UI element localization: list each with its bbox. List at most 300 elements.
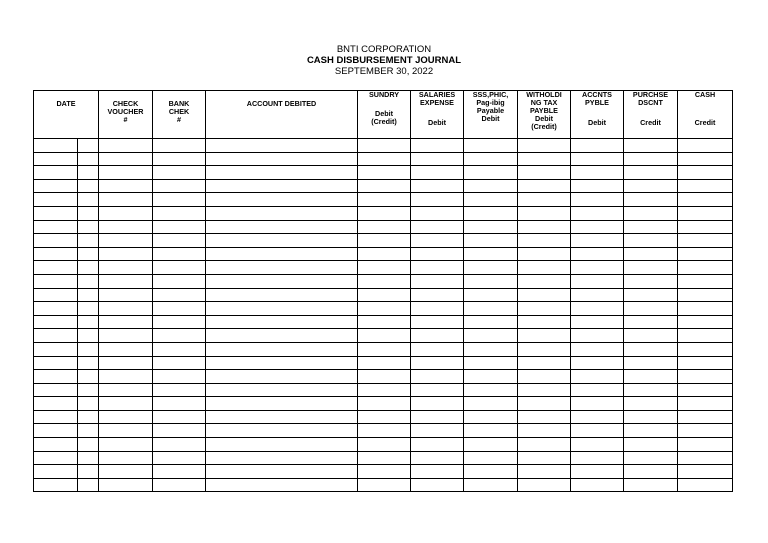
journal-cell[interactable]: [206, 465, 358, 479]
journal-cell[interactable]: [99, 478, 153, 492]
journal-cell[interactable]: [411, 206, 464, 220]
journal-cell[interactable]: [624, 315, 678, 329]
journal-cell[interactable]: [358, 329, 411, 343]
journal-cell[interactable]: [206, 329, 358, 343]
journal-cell[interactable]: [206, 179, 358, 193]
journal-cell[interactable]: [78, 139, 99, 153]
journal-cell[interactable]: [206, 342, 358, 356]
journal-cell[interactable]: [206, 383, 358, 397]
journal-cell[interactable]: [464, 288, 518, 302]
journal-cell[interactable]: [153, 220, 206, 234]
journal-cell[interactable]: [464, 356, 518, 370]
journal-cell[interactable]: [153, 370, 206, 384]
journal-cell[interactable]: [358, 234, 411, 248]
journal-cell[interactable]: [99, 179, 153, 193]
journal-cell[interactable]: [34, 247, 78, 261]
journal-cell[interactable]: [464, 478, 518, 492]
journal-cell[interactable]: [678, 397, 733, 411]
journal-cell[interactable]: [358, 315, 411, 329]
journal-cell[interactable]: [34, 179, 78, 193]
journal-cell[interactable]: [99, 274, 153, 288]
journal-cell[interactable]: [358, 274, 411, 288]
journal-cell[interactable]: [153, 342, 206, 356]
journal-cell[interactable]: [518, 274, 571, 288]
journal-cell[interactable]: [678, 152, 733, 166]
journal-cell[interactable]: [571, 166, 624, 180]
journal-cell[interactable]: [99, 383, 153, 397]
journal-cell[interactable]: [624, 247, 678, 261]
journal-cell[interactable]: [464, 139, 518, 153]
journal-cell[interactable]: [206, 288, 358, 302]
journal-cell[interactable]: [411, 370, 464, 384]
journal-cell[interactable]: [99, 234, 153, 248]
journal-cell[interactable]: [678, 370, 733, 384]
journal-cell[interactable]: [358, 370, 411, 384]
journal-cell[interactable]: [571, 193, 624, 207]
journal-cell[interactable]: [518, 370, 571, 384]
journal-cell[interactable]: [678, 342, 733, 356]
journal-cell[interactable]: [624, 193, 678, 207]
journal-cell[interactable]: [78, 438, 99, 452]
journal-cell[interactable]: [34, 206, 78, 220]
journal-cell[interactable]: [206, 370, 358, 384]
journal-cell[interactable]: [464, 329, 518, 343]
journal-cell[interactable]: [34, 274, 78, 288]
journal-cell[interactable]: [99, 193, 153, 207]
journal-cell[interactable]: [99, 247, 153, 261]
journal-cell[interactable]: [411, 342, 464, 356]
journal-cell[interactable]: [34, 234, 78, 248]
journal-cell[interactable]: [518, 478, 571, 492]
journal-cell[interactable]: [78, 206, 99, 220]
journal-cell[interactable]: [358, 465, 411, 479]
journal-cell[interactable]: [518, 220, 571, 234]
journal-cell[interactable]: [624, 166, 678, 180]
journal-cell[interactable]: [78, 302, 99, 316]
journal-cell[interactable]: [153, 247, 206, 261]
journal-cell[interactable]: [624, 410, 678, 424]
journal-cell[interactable]: [411, 139, 464, 153]
journal-cell[interactable]: [153, 274, 206, 288]
journal-cell[interactable]: [678, 193, 733, 207]
journal-cell[interactable]: [34, 288, 78, 302]
journal-cell[interactable]: [678, 274, 733, 288]
journal-cell[interactable]: [358, 247, 411, 261]
journal-cell[interactable]: [464, 302, 518, 316]
journal-cell[interactable]: [464, 315, 518, 329]
journal-cell[interactable]: [624, 179, 678, 193]
journal-cell[interactable]: [99, 424, 153, 438]
journal-cell[interactable]: [34, 261, 78, 275]
journal-cell[interactable]: [411, 220, 464, 234]
journal-cell[interactable]: [464, 247, 518, 261]
journal-cell[interactable]: [411, 193, 464, 207]
journal-cell[interactable]: [78, 166, 99, 180]
journal-cell[interactable]: [571, 302, 624, 316]
journal-cell[interactable]: [464, 451, 518, 465]
journal-cell[interactable]: [411, 274, 464, 288]
journal-cell[interactable]: [411, 288, 464, 302]
journal-cell[interactable]: [34, 397, 78, 411]
journal-cell[interactable]: [34, 220, 78, 234]
journal-cell[interactable]: [464, 220, 518, 234]
journal-cell[interactable]: [571, 234, 624, 248]
journal-cell[interactable]: [34, 342, 78, 356]
journal-cell[interactable]: [206, 261, 358, 275]
journal-cell[interactable]: [518, 465, 571, 479]
journal-cell[interactable]: [624, 288, 678, 302]
journal-cell[interactable]: [411, 383, 464, 397]
journal-cell[interactable]: [153, 465, 206, 479]
journal-cell[interactable]: [678, 424, 733, 438]
journal-cell[interactable]: [153, 261, 206, 275]
journal-cell[interactable]: [571, 438, 624, 452]
journal-cell[interactable]: [153, 451, 206, 465]
journal-cell[interactable]: [411, 179, 464, 193]
journal-cell[interactable]: [571, 315, 624, 329]
journal-cell[interactable]: [78, 193, 99, 207]
journal-cell[interactable]: [78, 152, 99, 166]
journal-cell[interactable]: [464, 410, 518, 424]
journal-cell[interactable]: [78, 356, 99, 370]
journal-cell[interactable]: [411, 234, 464, 248]
journal-cell[interactable]: [153, 288, 206, 302]
journal-cell[interactable]: [411, 438, 464, 452]
journal-cell[interactable]: [464, 424, 518, 438]
journal-cell[interactable]: [624, 234, 678, 248]
journal-cell[interactable]: [464, 274, 518, 288]
journal-cell[interactable]: [518, 342, 571, 356]
journal-cell[interactable]: [99, 370, 153, 384]
journal-cell[interactable]: [624, 397, 678, 411]
journal-cell[interactable]: [358, 302, 411, 316]
journal-cell[interactable]: [34, 166, 78, 180]
journal-cell[interactable]: [464, 383, 518, 397]
journal-cell[interactable]: [78, 234, 99, 248]
journal-cell[interactable]: [678, 179, 733, 193]
journal-cell[interactable]: [624, 438, 678, 452]
journal-cell[interactable]: [206, 206, 358, 220]
journal-cell[interactable]: [571, 465, 624, 479]
journal-cell[interactable]: [153, 234, 206, 248]
journal-cell[interactable]: [518, 179, 571, 193]
journal-cell[interactable]: [518, 247, 571, 261]
journal-cell[interactable]: [358, 356, 411, 370]
journal-cell[interactable]: [34, 302, 78, 316]
journal-cell[interactable]: [518, 397, 571, 411]
journal-cell[interactable]: [624, 342, 678, 356]
journal-cell[interactable]: [518, 424, 571, 438]
journal-cell[interactable]: [99, 220, 153, 234]
journal-cell[interactable]: [78, 370, 99, 384]
journal-cell[interactable]: [678, 329, 733, 343]
journal-cell[interactable]: [464, 179, 518, 193]
journal-cell[interactable]: [358, 424, 411, 438]
journal-cell[interactable]: [464, 193, 518, 207]
journal-cell[interactable]: [78, 288, 99, 302]
journal-cell[interactable]: [153, 152, 206, 166]
journal-cell[interactable]: [678, 234, 733, 248]
journal-cell[interactable]: [206, 438, 358, 452]
journal-cell[interactable]: [518, 234, 571, 248]
journal-cell[interactable]: [411, 410, 464, 424]
journal-cell[interactable]: [518, 288, 571, 302]
journal-cell[interactable]: [153, 329, 206, 343]
journal-cell[interactable]: [358, 179, 411, 193]
journal-cell[interactable]: [358, 397, 411, 411]
journal-cell[interactable]: [153, 438, 206, 452]
journal-cell[interactable]: [518, 139, 571, 153]
journal-cell[interactable]: [99, 451, 153, 465]
journal-cell[interactable]: [34, 370, 78, 384]
journal-cell[interactable]: [78, 315, 99, 329]
journal-cell[interactable]: [78, 179, 99, 193]
journal-cell[interactable]: [358, 261, 411, 275]
journal-cell[interactable]: [571, 410, 624, 424]
journal-cell[interactable]: [624, 370, 678, 384]
journal-cell[interactable]: [358, 288, 411, 302]
journal-cell[interactable]: [678, 261, 733, 275]
journal-cell[interactable]: [78, 220, 99, 234]
journal-cell[interactable]: [411, 247, 464, 261]
journal-cell[interactable]: [678, 139, 733, 153]
journal-cell[interactable]: [678, 383, 733, 397]
journal-cell[interactable]: [206, 274, 358, 288]
journal-cell[interactable]: [99, 397, 153, 411]
journal-cell[interactable]: [411, 451, 464, 465]
journal-cell[interactable]: [34, 193, 78, 207]
journal-cell[interactable]: [153, 424, 206, 438]
journal-cell[interactable]: [518, 261, 571, 275]
journal-cell[interactable]: [153, 206, 206, 220]
journal-cell[interactable]: [411, 261, 464, 275]
journal-cell[interactable]: [571, 179, 624, 193]
journal-cell[interactable]: [571, 397, 624, 411]
journal-cell[interactable]: [518, 451, 571, 465]
journal-cell[interactable]: [99, 288, 153, 302]
journal-cell[interactable]: [411, 166, 464, 180]
journal-cell[interactable]: [518, 410, 571, 424]
journal-cell[interactable]: [571, 261, 624, 275]
journal-cell[interactable]: [358, 206, 411, 220]
journal-cell[interactable]: [78, 274, 99, 288]
journal-cell[interactable]: [624, 465, 678, 479]
journal-cell[interactable]: [518, 329, 571, 343]
journal-cell[interactable]: [624, 383, 678, 397]
journal-cell[interactable]: [358, 410, 411, 424]
journal-cell[interactable]: [624, 451, 678, 465]
journal-cell[interactable]: [206, 302, 358, 316]
journal-cell[interactable]: [624, 302, 678, 316]
journal-cell[interactable]: [153, 315, 206, 329]
journal-cell[interactable]: [153, 193, 206, 207]
journal-cell[interactable]: [624, 329, 678, 343]
journal-cell[interactable]: [518, 166, 571, 180]
journal-cell[interactable]: [206, 166, 358, 180]
journal-cell[interactable]: [358, 451, 411, 465]
journal-cell[interactable]: [78, 451, 99, 465]
journal-cell[interactable]: [358, 478, 411, 492]
journal-cell[interactable]: [518, 302, 571, 316]
journal-cell[interactable]: [206, 478, 358, 492]
journal-cell[interactable]: [518, 152, 571, 166]
journal-cell[interactable]: [34, 356, 78, 370]
journal-cell[interactable]: [571, 356, 624, 370]
journal-cell[interactable]: [34, 139, 78, 153]
journal-cell[interactable]: [206, 139, 358, 153]
journal-cell[interactable]: [153, 383, 206, 397]
journal-cell[interactable]: [34, 478, 78, 492]
journal-cell[interactable]: [411, 315, 464, 329]
journal-cell[interactable]: [571, 383, 624, 397]
journal-cell[interactable]: [153, 302, 206, 316]
journal-cell[interactable]: [678, 247, 733, 261]
journal-cell[interactable]: [411, 152, 464, 166]
journal-cell[interactable]: [411, 329, 464, 343]
journal-cell[interactable]: [624, 220, 678, 234]
journal-cell[interactable]: [99, 139, 153, 153]
journal-cell[interactable]: [206, 424, 358, 438]
journal-cell[interactable]: [358, 166, 411, 180]
journal-cell[interactable]: [464, 465, 518, 479]
journal-cell[interactable]: [678, 478, 733, 492]
journal-cell[interactable]: [571, 478, 624, 492]
journal-cell[interactable]: [153, 410, 206, 424]
journal-cell[interactable]: [34, 315, 78, 329]
journal-cell[interactable]: [518, 383, 571, 397]
journal-cell[interactable]: [99, 438, 153, 452]
journal-cell[interactable]: [464, 397, 518, 411]
journal-cell[interactable]: [34, 383, 78, 397]
journal-cell[interactable]: [99, 465, 153, 479]
journal-cell[interactable]: [78, 383, 99, 397]
journal-cell[interactable]: [571, 206, 624, 220]
journal-cell[interactable]: [34, 152, 78, 166]
journal-cell[interactable]: [78, 397, 99, 411]
journal-cell[interactable]: [78, 410, 99, 424]
journal-cell[interactable]: [571, 274, 624, 288]
journal-cell[interactable]: [99, 342, 153, 356]
journal-cell[interactable]: [464, 166, 518, 180]
journal-cell[interactable]: [78, 261, 99, 275]
journal-cell[interactable]: [571, 152, 624, 166]
journal-cell[interactable]: [206, 315, 358, 329]
journal-cell[interactable]: [571, 220, 624, 234]
journal-cell[interactable]: [78, 424, 99, 438]
journal-cell[interactable]: [358, 193, 411, 207]
journal-cell[interactable]: [206, 397, 358, 411]
journal-cell[interactable]: [78, 247, 99, 261]
journal-cell[interactable]: [464, 438, 518, 452]
journal-cell[interactable]: [411, 424, 464, 438]
journal-cell[interactable]: [358, 220, 411, 234]
journal-cell[interactable]: [678, 438, 733, 452]
journal-cell[interactable]: [624, 206, 678, 220]
journal-cell[interactable]: [678, 166, 733, 180]
journal-cell[interactable]: [153, 356, 206, 370]
journal-cell[interactable]: [206, 451, 358, 465]
journal-cell[interactable]: [464, 152, 518, 166]
journal-cell[interactable]: [34, 465, 78, 479]
journal-cell[interactable]: [99, 206, 153, 220]
journal-cell[interactable]: [206, 220, 358, 234]
journal-cell[interactable]: [358, 152, 411, 166]
journal-cell[interactable]: [464, 370, 518, 384]
journal-cell[interactable]: [678, 356, 733, 370]
journal-cell[interactable]: [678, 206, 733, 220]
journal-cell[interactable]: [624, 139, 678, 153]
journal-cell[interactable]: [99, 356, 153, 370]
journal-cell[interactable]: [206, 234, 358, 248]
journal-cell[interactable]: [34, 424, 78, 438]
journal-cell[interactable]: [624, 424, 678, 438]
journal-cell[interactable]: [34, 451, 78, 465]
journal-cell[interactable]: [464, 261, 518, 275]
journal-cell[interactable]: [153, 478, 206, 492]
journal-cell[interactable]: [411, 356, 464, 370]
journal-cell[interactable]: [358, 342, 411, 356]
journal-cell[interactable]: [34, 329, 78, 343]
journal-cell[interactable]: [518, 356, 571, 370]
journal-cell[interactable]: [571, 329, 624, 343]
journal-cell[interactable]: [78, 465, 99, 479]
journal-cell[interactable]: [571, 370, 624, 384]
journal-cell[interactable]: [571, 342, 624, 356]
journal-cell[interactable]: [678, 410, 733, 424]
journal-cell[interactable]: [624, 274, 678, 288]
journal-cell[interactable]: [678, 465, 733, 479]
journal-cell[interactable]: [78, 342, 99, 356]
journal-cell[interactable]: [78, 329, 99, 343]
journal-cell[interactable]: [99, 315, 153, 329]
journal-cell[interactable]: [464, 234, 518, 248]
journal-cell[interactable]: [678, 302, 733, 316]
journal-cell[interactable]: [518, 206, 571, 220]
journal-cell[interactable]: [99, 261, 153, 275]
journal-cell[interactable]: [678, 315, 733, 329]
journal-cell[interactable]: [153, 139, 206, 153]
journal-cell[interactable]: [464, 206, 518, 220]
journal-cell[interactable]: [571, 451, 624, 465]
journal-cell[interactable]: [571, 139, 624, 153]
journal-cell[interactable]: [358, 139, 411, 153]
journal-cell[interactable]: [206, 247, 358, 261]
journal-cell[interactable]: [624, 478, 678, 492]
journal-cell[interactable]: [571, 424, 624, 438]
journal-cell[interactable]: [571, 288, 624, 302]
journal-cell[interactable]: [206, 193, 358, 207]
journal-cell[interactable]: [411, 302, 464, 316]
journal-cell[interactable]: [411, 478, 464, 492]
journal-cell[interactable]: [678, 220, 733, 234]
journal-cell[interactable]: [624, 356, 678, 370]
journal-cell[interactable]: [518, 438, 571, 452]
journal-cell[interactable]: [624, 261, 678, 275]
journal-cell[interactable]: [206, 410, 358, 424]
journal-cell[interactable]: [153, 397, 206, 411]
journal-cell[interactable]: [358, 383, 411, 397]
journal-cell[interactable]: [464, 342, 518, 356]
journal-cell[interactable]: [99, 302, 153, 316]
journal-cell[interactable]: [411, 397, 464, 411]
journal-cell[interactable]: [358, 438, 411, 452]
journal-cell[interactable]: [99, 329, 153, 343]
journal-cell[interactable]: [206, 356, 358, 370]
journal-cell[interactable]: [206, 152, 358, 166]
journal-cell[interactable]: [153, 179, 206, 193]
journal-cell[interactable]: [99, 152, 153, 166]
journal-cell[interactable]: [34, 410, 78, 424]
